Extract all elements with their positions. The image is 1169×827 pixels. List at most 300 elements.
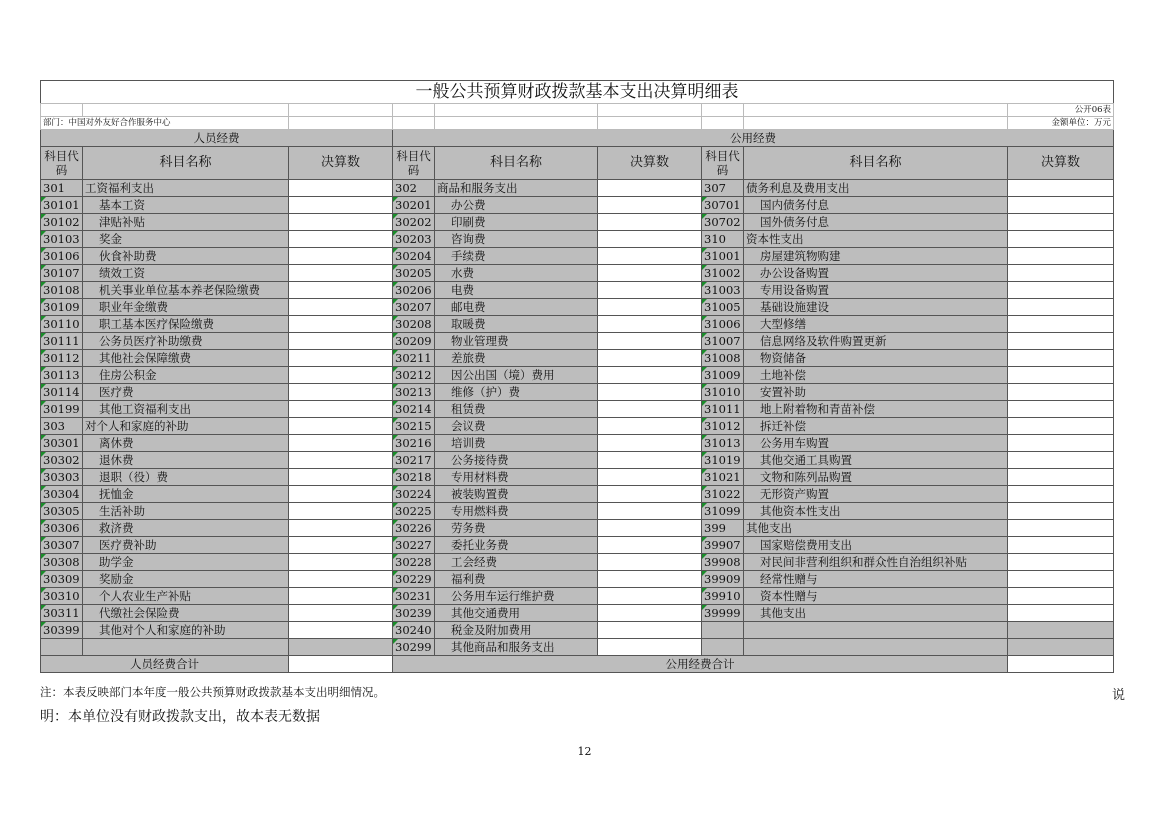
subject-code: 30109 bbox=[41, 299, 83, 316]
amount-cell[interactable] bbox=[1008, 316, 1114, 333]
amount-cell[interactable] bbox=[289, 503, 393, 520]
amount-cell[interactable] bbox=[289, 367, 393, 384]
amount-cell[interactable] bbox=[289, 299, 393, 316]
subject-name: 水费 bbox=[451, 265, 474, 280]
total-public-amount[interactable] bbox=[1008, 656, 1114, 673]
subject-code: 307 bbox=[702, 180, 744, 197]
subject-name: 职业年金缴费 bbox=[99, 299, 168, 314]
subject-name: 委托业务费 bbox=[451, 537, 509, 552]
subject-name-cell bbox=[83, 367, 289, 384]
subject-name-cell bbox=[744, 435, 1008, 452]
subject-name-cell bbox=[744, 316, 1008, 333]
subject-code bbox=[41, 639, 83, 656]
subject-name: 地上附着物和青苗补偿 bbox=[760, 401, 875, 416]
subject-name-cell bbox=[83, 333, 289, 350]
subject-name-cell bbox=[744, 197, 1008, 214]
amount-cell[interactable] bbox=[289, 316, 393, 333]
subject-name-cell bbox=[744, 401, 1008, 418]
subject-name: 拆迁补偿 bbox=[760, 418, 806, 433]
total-personnel-label: 人员经费合计 bbox=[41, 656, 289, 673]
amount-cell[interactable] bbox=[1008, 367, 1114, 384]
subject-name-cell bbox=[435, 605, 598, 622]
amount-cell[interactable] bbox=[1008, 248, 1114, 265]
subject-code: 30308 bbox=[41, 554, 83, 571]
amount-cell[interactable] bbox=[1008, 265, 1114, 282]
subject-code: 30103 bbox=[41, 231, 83, 248]
amount-cell[interactable] bbox=[1008, 520, 1114, 537]
subject-code: 30106 bbox=[41, 248, 83, 265]
amount-cell[interactable] bbox=[1008, 180, 1114, 197]
subject-name: 会议费 bbox=[451, 418, 486, 433]
subject-name: 其他商品和服务支出 bbox=[451, 639, 555, 654]
amount-cell[interactable] bbox=[1008, 571, 1114, 588]
table-row bbox=[41, 231, 1114, 248]
subject-code: 30240 bbox=[393, 622, 435, 639]
amount-cell[interactable] bbox=[598, 418, 702, 435]
amount-cell[interactable] bbox=[1008, 537, 1114, 554]
explanation-text: 明：本单位没有财政拨款支出，故本表无数据 bbox=[40, 709, 320, 725]
amount-cell[interactable] bbox=[598, 469, 702, 486]
subject-name-cell bbox=[435, 197, 598, 214]
subject-code: 30201 bbox=[393, 197, 435, 214]
amount-cell[interactable] bbox=[1008, 333, 1114, 350]
amount-cell[interactable] bbox=[289, 469, 393, 486]
section-public-header: 公用经费 bbox=[393, 130, 1114, 147]
subject-name: 其他交通费用 bbox=[451, 605, 520, 620]
subject-code: 30305 bbox=[41, 503, 83, 520]
amount-cell[interactable] bbox=[289, 520, 393, 537]
subject-code: 31019 bbox=[702, 452, 744, 469]
table-row bbox=[41, 452, 1114, 469]
subject-name-cell bbox=[83, 571, 289, 588]
amount-cell[interactable] bbox=[289, 418, 393, 435]
subject-name: 专用材料费 bbox=[451, 469, 509, 484]
subject-name: 抚恤金 bbox=[99, 486, 134, 501]
subject-name-cell bbox=[83, 180, 289, 197]
subject-name: 奖励金 bbox=[99, 571, 134, 586]
subject-name: 专用设备购置 bbox=[760, 282, 829, 297]
subject-code: 30207 bbox=[393, 299, 435, 316]
note-tail: 说 bbox=[1112, 688, 1126, 703]
subject-name-cell bbox=[435, 503, 598, 520]
subject-name: 国内债务付息 bbox=[760, 197, 829, 212]
subject-name-cell bbox=[744, 384, 1008, 401]
subject-name: 咨询费 bbox=[451, 231, 486, 246]
subject-code: 31007 bbox=[702, 333, 744, 350]
subject-name: 代缴社会保险费 bbox=[99, 605, 180, 620]
subject-name: 商品和服务支出 bbox=[437, 180, 518, 195]
amount-cell[interactable] bbox=[289, 248, 393, 265]
subject-code: 30202 bbox=[393, 214, 435, 231]
amount-cell[interactable] bbox=[598, 248, 702, 265]
amount-cell[interactable] bbox=[289, 231, 393, 248]
subject-name: 奖金 bbox=[99, 231, 122, 246]
subject-name-cell bbox=[744, 180, 1008, 197]
subject-name-cell bbox=[83, 605, 289, 622]
subject-name: 公务用车购置 bbox=[760, 435, 829, 450]
amount-cell[interactable] bbox=[598, 316, 702, 333]
amount-cell[interactable] bbox=[598, 180, 702, 197]
amount-cell[interactable] bbox=[598, 571, 702, 588]
subject-name: 对个人和家庭的补助 bbox=[85, 418, 189, 433]
subject-code: 30216 bbox=[393, 435, 435, 452]
subject-name: 国外债务付息 bbox=[760, 214, 829, 229]
amount-cell[interactable] bbox=[598, 214, 702, 231]
table-row bbox=[41, 588, 1114, 605]
subject-code: 30228 bbox=[393, 554, 435, 571]
subject-name-cell bbox=[435, 316, 598, 333]
subject-name: 公务接待费 bbox=[451, 452, 509, 467]
subject-code: 31009 bbox=[702, 367, 744, 384]
subject-name: 取暖费 bbox=[451, 316, 486, 331]
table-row bbox=[41, 503, 1114, 520]
subject-name: 福利费 bbox=[451, 571, 486, 586]
subject-name: 绩效工资 bbox=[99, 265, 145, 280]
amount-cell[interactable] bbox=[289, 588, 393, 605]
expenditure-detail-table bbox=[40, 80, 1114, 673]
amount-cell[interactable] bbox=[289, 486, 393, 503]
subject-code: 30226 bbox=[393, 520, 435, 537]
subject-name: 其他资本性支出 bbox=[760, 503, 841, 518]
subject-name-cell bbox=[83, 316, 289, 333]
amount-cell[interactable] bbox=[1008, 435, 1114, 452]
subject-code: 301 bbox=[41, 180, 83, 197]
amount-cell[interactable] bbox=[598, 503, 702, 520]
subject-name: 工资福利支出 bbox=[85, 180, 154, 195]
table-row bbox=[41, 299, 1114, 316]
amount-cell[interactable] bbox=[598, 554, 702, 571]
subject-name-cell bbox=[744, 214, 1008, 231]
subject-name-cell bbox=[744, 231, 1008, 248]
subject-name: 其他社会保障缴费 bbox=[99, 350, 191, 365]
subject-name-cell bbox=[744, 452, 1008, 469]
subject-name: 租赁费 bbox=[451, 401, 486, 416]
subject-name-cell bbox=[744, 486, 1008, 503]
subject-name: 公务员医疗补助缴费 bbox=[99, 333, 203, 348]
amount-cell[interactable] bbox=[289, 350, 393, 367]
amount-cell[interactable] bbox=[289, 197, 393, 214]
amount-cell[interactable] bbox=[289, 265, 393, 282]
subject-name-cell bbox=[435, 299, 598, 316]
amount-cell[interactable] bbox=[1008, 503, 1114, 520]
subject-code: 30239 bbox=[393, 605, 435, 622]
subject-code: 30302 bbox=[41, 452, 83, 469]
subject-name-cell bbox=[744, 299, 1008, 316]
subject-name: 差旅费 bbox=[451, 350, 486, 365]
subject-code: 31002 bbox=[702, 265, 744, 282]
subject-name: 工会经费 bbox=[451, 554, 497, 569]
subject-name-cell bbox=[435, 435, 598, 452]
subject-code: 30217 bbox=[393, 452, 435, 469]
subject-name-cell bbox=[83, 639, 289, 656]
subject-name: 维修（护）费 bbox=[451, 384, 520, 399]
subject-name: 因公出国（境）费用 bbox=[451, 367, 555, 382]
subject-code bbox=[702, 622, 744, 639]
subject-name: 手续费 bbox=[451, 248, 486, 263]
subject-code: 30203 bbox=[393, 231, 435, 248]
subject-name: 土地补偿 bbox=[760, 367, 806, 382]
subject-name-cell bbox=[83, 452, 289, 469]
subject-code: 30107 bbox=[41, 265, 83, 282]
subject-code: 31008 bbox=[702, 350, 744, 367]
table-row bbox=[41, 622, 1114, 639]
amount-cell bbox=[289, 639, 393, 656]
subject-name: 其他对个人和家庭的补助 bbox=[99, 622, 226, 637]
subject-code: 30214 bbox=[393, 401, 435, 418]
subject-code: 30204 bbox=[393, 248, 435, 265]
amount-cell[interactable] bbox=[1008, 486, 1114, 503]
subject-code: 30299 bbox=[393, 639, 435, 656]
amount-cell bbox=[1008, 622, 1114, 639]
subject-code: 30399 bbox=[41, 622, 83, 639]
table-row bbox=[41, 248, 1114, 265]
col-header-code: 科目代码 bbox=[41, 147, 83, 180]
amount-cell[interactable] bbox=[598, 299, 702, 316]
amount-cell[interactable] bbox=[598, 622, 702, 639]
page-number: 12 bbox=[577, 745, 592, 758]
subject-code: 303 bbox=[41, 418, 83, 435]
subject-name: 对民间非营利组织和群众性自治组织补贴 bbox=[760, 554, 967, 569]
subject-name-cell bbox=[83, 537, 289, 554]
amount-cell[interactable] bbox=[1008, 452, 1114, 469]
col-header-amount: 决算数 bbox=[1008, 147, 1114, 180]
amount-cell[interactable] bbox=[289, 333, 393, 350]
subject-name: 安置补助 bbox=[760, 384, 806, 399]
subject-name-cell bbox=[744, 588, 1008, 605]
subject-name: 公务用车运行维护费 bbox=[451, 588, 555, 603]
amount-cell[interactable] bbox=[1008, 401, 1114, 418]
subject-code: 30702 bbox=[702, 214, 744, 231]
subject-code: 30224 bbox=[393, 486, 435, 503]
amount-cell[interactable] bbox=[1008, 384, 1114, 401]
subject-code: 31001 bbox=[702, 248, 744, 265]
subject-code bbox=[702, 639, 744, 656]
amount-cell[interactable] bbox=[289, 282, 393, 299]
subject-name: 基础设施建设 bbox=[760, 299, 829, 314]
subject-name-cell bbox=[83, 299, 289, 316]
subject-name-cell bbox=[744, 622, 1008, 639]
subject-name-cell bbox=[435, 418, 598, 435]
subject-name-cell bbox=[435, 333, 598, 350]
subject-name-cell bbox=[83, 469, 289, 486]
subject-name: 津贴补贴 bbox=[99, 214, 145, 229]
subject-name-cell bbox=[83, 231, 289, 248]
amount-cell[interactable] bbox=[289, 537, 393, 554]
subject-name-cell bbox=[435, 520, 598, 537]
amount-cell[interactable] bbox=[1008, 197, 1114, 214]
table-row bbox=[41, 469, 1114, 486]
col-header-amount: 决算数 bbox=[598, 147, 702, 180]
subject-code: 39910 bbox=[702, 588, 744, 605]
amount-cell[interactable] bbox=[1008, 282, 1114, 299]
total-public-label: 公用经费合计 bbox=[393, 656, 1008, 673]
amount-cell[interactable] bbox=[598, 401, 702, 418]
amount-cell[interactable] bbox=[289, 622, 393, 639]
amount-cell[interactable] bbox=[1008, 469, 1114, 486]
subject-code: 30205 bbox=[393, 265, 435, 282]
amount-cell[interactable] bbox=[1008, 350, 1114, 367]
subject-code: 30111 bbox=[41, 333, 83, 350]
subject-name-cell bbox=[83, 588, 289, 605]
subject-name-cell bbox=[435, 588, 598, 605]
subject-name-cell bbox=[435, 452, 598, 469]
amount-cell[interactable] bbox=[598, 520, 702, 537]
subject-name-cell bbox=[83, 520, 289, 537]
subject-code: 31005 bbox=[702, 299, 744, 316]
subject-name-cell bbox=[435, 571, 598, 588]
subject-name-cell bbox=[435, 537, 598, 554]
amount-cell[interactable] bbox=[289, 214, 393, 231]
amount-cell[interactable] bbox=[289, 554, 393, 571]
subject-code: 31003 bbox=[702, 282, 744, 299]
subject-name: 离休费 bbox=[99, 435, 134, 450]
table-row bbox=[41, 265, 1114, 282]
table-row bbox=[41, 520, 1114, 537]
subject-name-cell bbox=[435, 622, 598, 639]
subject-name: 信息网络及软件购置更新 bbox=[760, 333, 887, 348]
amount-cell[interactable] bbox=[598, 486, 702, 503]
subject-name-cell bbox=[83, 214, 289, 231]
table-row bbox=[41, 401, 1114, 418]
subject-name: 住房公积金 bbox=[99, 367, 157, 382]
subject-code: 31006 bbox=[702, 316, 744, 333]
subject-code: 30225 bbox=[393, 503, 435, 520]
amount-cell[interactable] bbox=[1008, 418, 1114, 435]
amount-cell[interactable] bbox=[598, 282, 702, 299]
subject-name: 办公费 bbox=[451, 197, 486, 212]
table-row bbox=[41, 435, 1114, 452]
subject-name-cell bbox=[744, 418, 1008, 435]
amount-cell[interactable] bbox=[598, 350, 702, 367]
amount-cell[interactable] bbox=[1008, 299, 1114, 316]
subject-name: 其他支出 bbox=[760, 605, 806, 620]
subject-name-cell bbox=[744, 520, 1008, 537]
col-header-code: 科目代码 bbox=[702, 147, 744, 180]
amount-cell[interactable] bbox=[598, 367, 702, 384]
amount-cell[interactable] bbox=[1008, 231, 1114, 248]
subject-name-cell bbox=[435, 401, 598, 418]
table-note: 注：本表反映部门本年度一般公共预算财政拨款基本支出明细情况。 bbox=[40, 685, 385, 699]
amount-cell[interactable] bbox=[598, 265, 702, 282]
subject-name: 生活补助 bbox=[99, 503, 145, 518]
subject-name-cell bbox=[744, 503, 1008, 520]
col-header-code: 科目代码 bbox=[393, 147, 435, 180]
amount-cell[interactable] bbox=[598, 588, 702, 605]
subject-name: 债务利息及费用支出 bbox=[746, 180, 850, 195]
subject-code: 30211 bbox=[393, 350, 435, 367]
amount-cell[interactable] bbox=[289, 571, 393, 588]
subject-name: 机关事业单位基本养老保险缴费 bbox=[99, 282, 260, 297]
subject-code: 31099 bbox=[702, 503, 744, 520]
amount-cell[interactable] bbox=[289, 435, 393, 452]
subject-code: 30227 bbox=[393, 537, 435, 554]
amount-cell[interactable] bbox=[1008, 588, 1114, 605]
subject-name: 电费 bbox=[451, 282, 474, 297]
page-title: 一般公共预算财政拨款基本支出决算明细表 bbox=[41, 81, 1114, 104]
amount-cell[interactable] bbox=[1008, 605, 1114, 622]
subject-name-cell bbox=[435, 469, 598, 486]
col-header-name: 科目名称 bbox=[435, 147, 598, 180]
subject-name: 其他工资福利支出 bbox=[99, 401, 191, 416]
subject-code: 399 bbox=[702, 520, 744, 537]
subject-name-cell bbox=[83, 350, 289, 367]
amount-cell[interactable] bbox=[1008, 214, 1114, 231]
subject-name-cell bbox=[435, 248, 598, 265]
table-row bbox=[41, 605, 1114, 622]
subject-name: 房屋建筑物购建 bbox=[760, 248, 841, 263]
amount-unit-label: 金额单位：万元 bbox=[1008, 117, 1114, 130]
amount-cell[interactable] bbox=[598, 333, 702, 350]
subject-code: 30108 bbox=[41, 282, 83, 299]
subject-code: 30199 bbox=[41, 401, 83, 418]
amount-cell[interactable] bbox=[598, 452, 702, 469]
subject-name: 物资储备 bbox=[760, 350, 806, 365]
subject-name-cell bbox=[744, 350, 1008, 367]
subject-name: 退休费 bbox=[99, 452, 134, 467]
subject-name-cell bbox=[744, 282, 1008, 299]
total-personnel-amount[interactable] bbox=[289, 656, 393, 673]
subject-name: 大型修缮 bbox=[760, 316, 806, 331]
subject-name-cell bbox=[83, 554, 289, 571]
amount-cell[interactable] bbox=[289, 384, 393, 401]
subject-name: 国家赔偿费用支出 bbox=[760, 537, 852, 552]
subject-name-cell bbox=[744, 605, 1008, 622]
subject-code: 30311 bbox=[41, 605, 83, 622]
subject-name: 被装购置费 bbox=[451, 486, 509, 501]
subject-code: 31021 bbox=[702, 469, 744, 486]
subject-code: 30112 bbox=[41, 350, 83, 367]
subject-name-cell bbox=[744, 265, 1008, 282]
subject-name: 无形资产购置 bbox=[760, 486, 829, 501]
subject-name-cell bbox=[744, 367, 1008, 384]
amount-cell[interactable] bbox=[598, 639, 702, 656]
amount-cell[interactable] bbox=[289, 401, 393, 418]
subject-name: 专用燃料费 bbox=[451, 503, 509, 518]
subject-code: 30310 bbox=[41, 588, 83, 605]
table-row bbox=[41, 639, 1114, 656]
amount-cell[interactable] bbox=[598, 197, 702, 214]
subject-code: 30110 bbox=[41, 316, 83, 333]
amount-cell[interactable] bbox=[289, 180, 393, 197]
amount-cell[interactable] bbox=[598, 384, 702, 401]
col-header-name: 科目名称 bbox=[744, 147, 1008, 180]
amount-cell[interactable] bbox=[1008, 554, 1114, 571]
form-number: 公开06表 bbox=[1008, 104, 1114, 117]
subject-name-cell bbox=[83, 384, 289, 401]
subject-code: 39907 bbox=[702, 537, 744, 554]
amount-cell[interactable] bbox=[598, 435, 702, 452]
subject-name: 助学金 bbox=[99, 554, 134, 569]
subject-name-cell bbox=[83, 418, 289, 435]
subject-name-cell bbox=[435, 384, 598, 401]
amount-cell[interactable] bbox=[289, 452, 393, 469]
subject-name-cell bbox=[83, 622, 289, 639]
subject-name: 基本工资 bbox=[99, 197, 145, 212]
amount-cell[interactable] bbox=[598, 605, 702, 622]
subject-name: 培训费 bbox=[451, 435, 486, 450]
subject-name-cell bbox=[83, 401, 289, 418]
subject-name-cell bbox=[435, 486, 598, 503]
amount-cell[interactable] bbox=[598, 231, 702, 248]
table-row bbox=[41, 316, 1114, 333]
amount-cell[interactable] bbox=[289, 605, 393, 622]
amount-cell[interactable] bbox=[598, 537, 702, 554]
subject-name: 资本性赠与 bbox=[760, 588, 818, 603]
subject-code: 30212 bbox=[393, 367, 435, 384]
subject-code: 30309 bbox=[41, 571, 83, 588]
subject-code: 30218 bbox=[393, 469, 435, 486]
subject-code: 30231 bbox=[393, 588, 435, 605]
